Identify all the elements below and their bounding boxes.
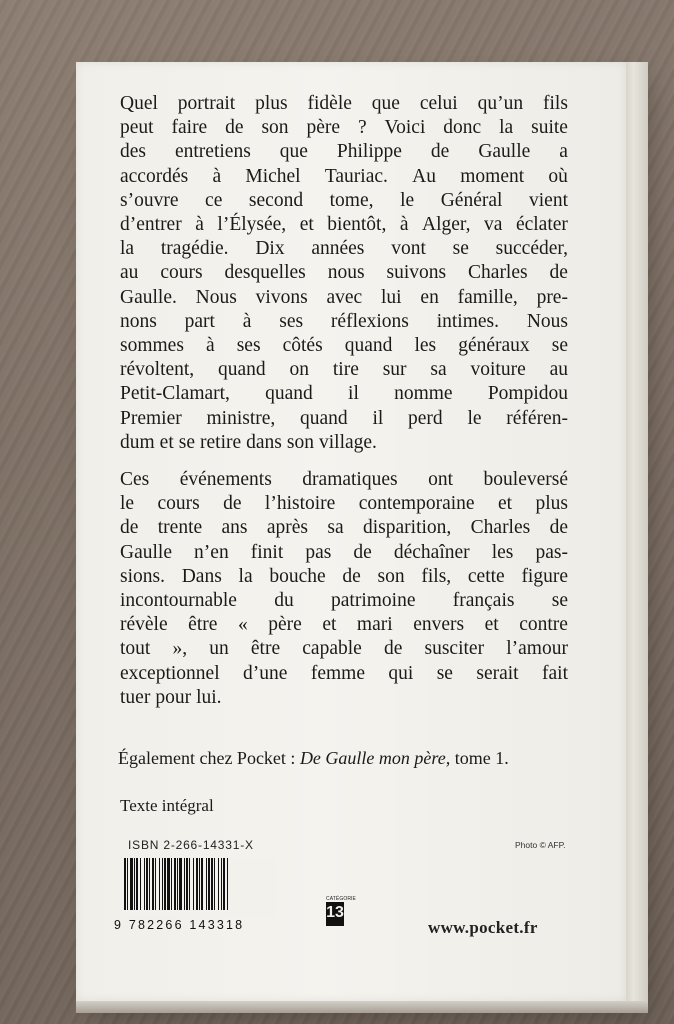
blurb-line: Premier ministre, quand il perd le référen- [120,407,568,429]
book-bottom-edge [76,1001,648,1013]
blurb-line: le cours de l’histoire contemporaine et plus [120,493,568,515]
barcode-bars [122,858,277,910]
barcode [122,858,277,918]
back-cover-blurb-continued [120,468,568,710]
blurb-line: sommes à ses côtés quand les généraux se [120,335,568,357]
blurb-line: d’entrer à l’Élysée, et bientôt, à Alger, va éclater [120,214,568,236]
blurb-line: tuer pour lui. [120,686,222,708]
blurb-line: révèle être « père et mari envers et contre [120,614,568,636]
also-available-prefix: Également chez Pocket : [118,748,300,768]
blurb-line: révoltent, quand on tire sur sa voiture au [120,359,568,381]
blurb-line: Gaulle. Nous vivons avec lui en famille, pre- [120,286,568,308]
photo-credit: Photo © AFP. [515,840,566,850]
blurb-line: Quel portrait plus fidèle que celui qu’un fils [120,93,568,114]
isbn: ISBN 2-266-14331-X [128,838,254,852]
also-available-title: De Gaulle mon père, [299,748,451,768]
blurb-line: s’ouvre ce second tome, le Général vient [120,189,568,211]
also-available-suffix: tome 1. [450,748,509,768]
book-page-edge [626,62,648,1001]
blurb-line: tout », un être capable de susciter l’amour [120,638,568,660]
blurb-line: Ces événements dramatiques ont bouleversé [120,469,568,490]
blurb-line: accordés à Michel Tauriac. Au moment où [120,165,568,187]
back-cover-blurb [120,92,568,455]
also-available-note [118,748,509,769]
category-number: 13 [326,902,344,926]
blurb-line: peut faire de son père ? Voici donc la suite [120,117,568,139]
blurb-line: de trente ans après sa disparition, Charles de [120,517,568,539]
blurb-line: dum et se retire dans son village. [120,431,377,453]
blurb-line: la tragédie. Dix années vont se succéder, [120,238,568,260]
barcode-digits: 9 782266 143318 [114,918,245,932]
price-category-badge [326,896,356,930]
blurb-line: sions. Dans la bouche de son fils, cette figure [120,565,568,587]
blurb-line: au cours desquelles nous suivons Charles de [120,262,568,284]
blurb-line: des entretiens que Philippe de Gaulle a [120,141,568,163]
blurb-line: incontournable du patrimoine français se [120,590,568,612]
publisher-website: www.pocket.fr [428,918,538,937]
blurb-line: Gaulle n’en finit pas de déchaîner les pas- [120,541,568,563]
blurb-line: exceptionnel d’une femme qui se serait fait [120,662,568,684]
blurb-line: nons part à ses réflexions intimes. Nous [120,310,568,332]
edition-note: Texte intégral [120,796,214,815]
blurb-line: Petit-Clamart, quand il nomme Pompidou [120,383,568,405]
category-label: CATÉGORIE [326,896,356,902]
